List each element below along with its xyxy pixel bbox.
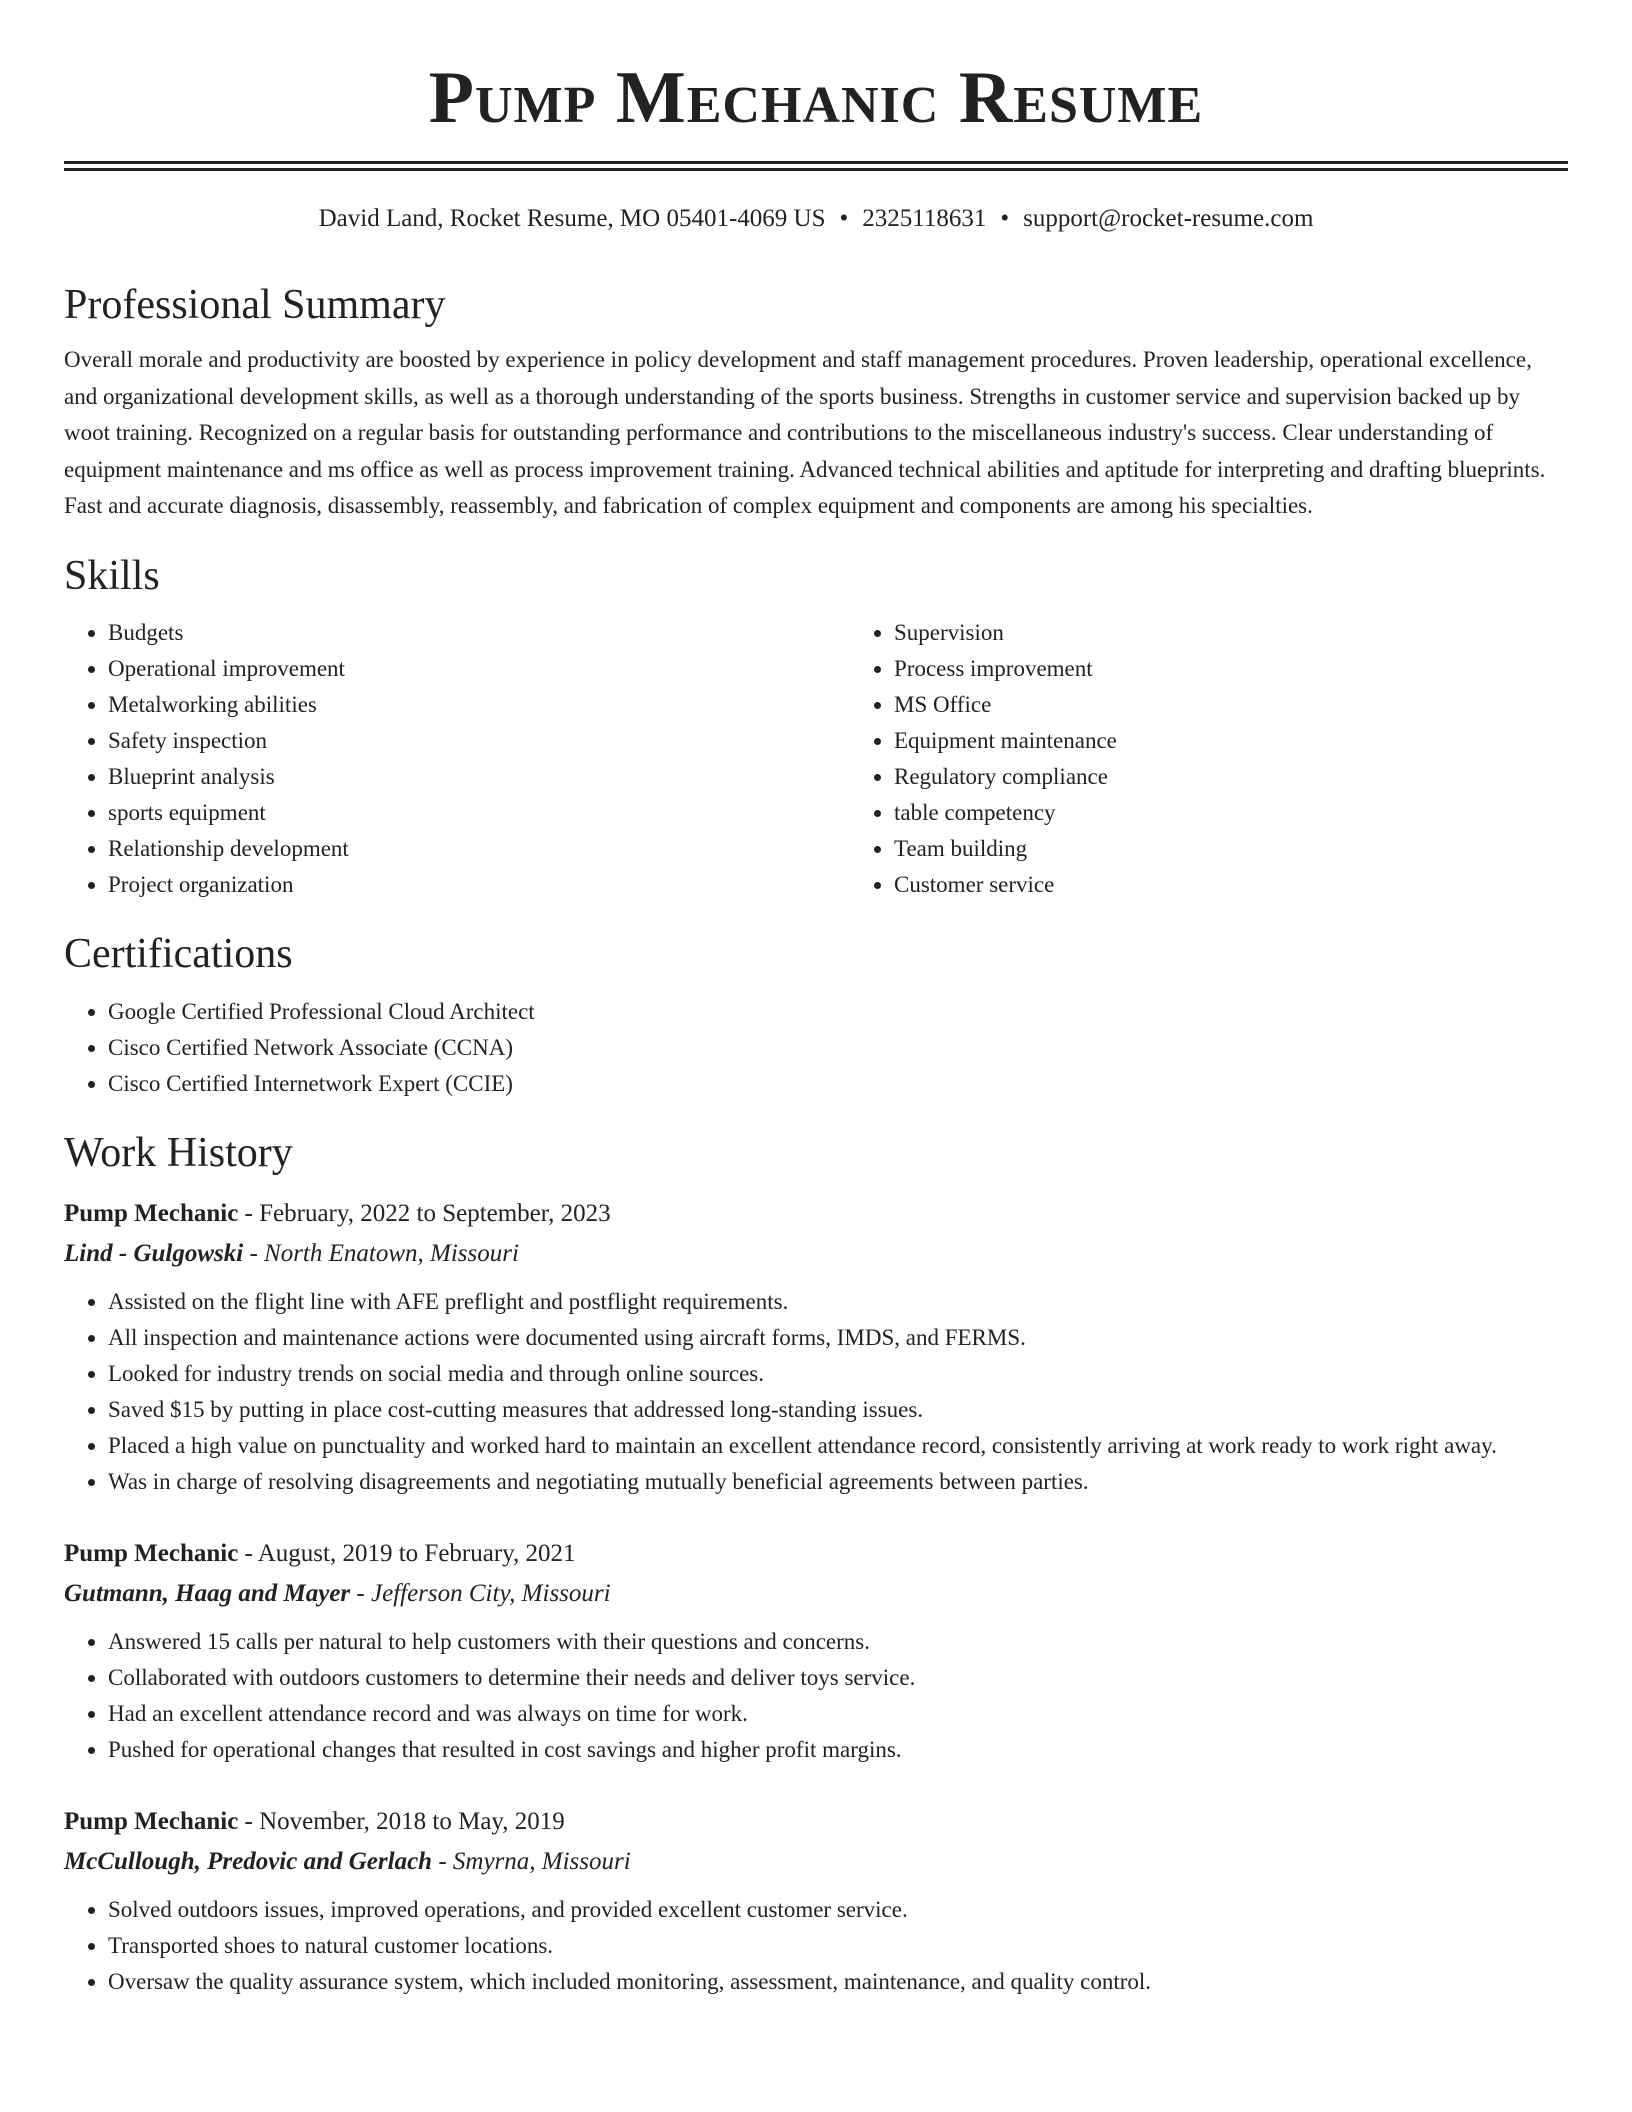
job-entry bbox=[64, 1194, 1568, 1500]
job-duty: • Saved $15 by putting in place cost-cutting measures that addressed long-standing issues. bbox=[108, 1392, 1568, 1428]
work-history-heading: Work History bbox=[64, 1129, 293, 1176]
summary-heading: Professional Summary bbox=[64, 281, 446, 328]
skill-item: • Team building bbox=[894, 831, 1632, 867]
job-title-line bbox=[64, 1802, 1568, 1842]
resume-title: Pump Mechanic Resume bbox=[428, 57, 1204, 139]
job-title: Pump Mechanic bbox=[64, 1807, 239, 1835]
job-company: Lind - Gulgowski bbox=[64, 1239, 244, 1267]
job-duty: • Was in charge of resolving disagreements and negotiating mutually beneficial agreements between parties. bbox=[108, 1464, 1568, 1500]
job-company-line bbox=[64, 1574, 1568, 1614]
skill-item: • Budgets bbox=[108, 615, 850, 651]
job-entry bbox=[64, 1534, 1568, 1768]
skills-list-left bbox=[64, 615, 850, 903]
skills-columns bbox=[64, 615, 1568, 903]
skill-item: • Relationship development bbox=[108, 831, 850, 867]
job-duty: • Looked for industry trends on social media and through online sources. bbox=[108, 1356, 1568, 1392]
skill-item: • Blueprint analysis bbox=[108, 759, 850, 795]
certification-item: • Google Certified Professional Cloud Architect bbox=[108, 994, 1568, 1030]
job-company: McCullough, Predovic and Gerlach bbox=[64, 1847, 433, 1875]
job-duty: • Solved outdoors issues, improved operations, and provided excellent customer service. bbox=[108, 1892, 1568, 1928]
contact-phone: 2325118631 bbox=[862, 205, 987, 233]
skill-item: • Regulatory compliance bbox=[894, 759, 1632, 795]
job-company-line bbox=[64, 1842, 1568, 1882]
job-duty: • Placed a high value on punctuality and worked hard to maintain an excellent attendance record, consistently arriving at work ready to work right away. bbox=[108, 1428, 1568, 1464]
skill-item: • table competency bbox=[894, 795, 1632, 831]
skill-item: • Equipment maintenance bbox=[894, 723, 1632, 759]
job-duty: • Transported shoes to natural customer locations. bbox=[108, 1928, 1568, 1964]
title-divider bbox=[64, 161, 1568, 171]
certifications-heading: Certifications bbox=[64, 931, 293, 978]
job-dates: - February, 2022 to September, 2023 bbox=[238, 1199, 611, 1227]
contact-separator: • bbox=[1000, 205, 1010, 233]
resume-page bbox=[64, 0, 1568, 2000]
job-duty: • Assisted on the flight line with AFE preflight and postflight requirements. bbox=[108, 1284, 1568, 1320]
job-dates: - August, 2019 to February, 2021 bbox=[238, 1539, 576, 1567]
skill-item: • Customer service bbox=[894, 867, 1632, 903]
skill-item: • Metalworking abilities bbox=[108, 687, 850, 723]
skill-item: • MS Office bbox=[894, 687, 1632, 723]
job-duties-list bbox=[64, 1284, 1568, 1500]
job-title-line bbox=[64, 1534, 1568, 1574]
job-duty: • All inspection and maintenance actions were documented using aircraft forms, IMDS, and FERMS. bbox=[108, 1320, 1568, 1356]
job-title-line bbox=[64, 1194, 1568, 1234]
job-duty: • Answered 15 calls per natural to help customers with their questions and concerns. bbox=[108, 1624, 1568, 1660]
job-duty: • Collaborated with outdoors customers to determine their needs and deliver toys service. bbox=[108, 1660, 1568, 1696]
certification-item: • Cisco Certified Internetwork Expert (CCIE) bbox=[108, 1066, 1568, 1102]
job-location: - Smyrna, Missouri bbox=[432, 1847, 631, 1875]
certifications-list bbox=[64, 994, 1568, 1102]
job-title: Pump Mechanic bbox=[64, 1539, 239, 1567]
job-duty: • Pushed for operational changes that resulted in cost savings and higher profit margins. bbox=[108, 1732, 1568, 1768]
job-dates: - November, 2018 to May, 2019 bbox=[238, 1807, 565, 1835]
summary-text: Overall morale and productivity are boosted by experience in policy development and staff management procedures. Proven leadership, operational excellence, and organizational development skills, as well as a thorough understanding of the sports business. Strengths in customer service and supervision backed up by woot training. Recognized on a regular basis for outstanding performance and contributions to the miscellaneous industry's success. Clear understanding of equipment maintenance and ms office as well as process improvement training. Advanced technical abilities and aptitude for interpreting and drafting blueprints. Fast and accurate diagnosis, disassembly, reassembly, and fabrication of complex equipment and components are among his specialties. bbox=[64, 347, 1546, 519]
certification-item: • Cisco Certified Network Associate (CCNA) bbox=[108, 1030, 1568, 1066]
job-duties-list bbox=[64, 1892, 1568, 2000]
skill-item: • Supervision bbox=[894, 615, 1632, 651]
job-company: Gutmann, Haag and Mayer bbox=[64, 1579, 351, 1607]
skill-item: • Process improvement bbox=[894, 651, 1632, 687]
contact-separator: • bbox=[839, 205, 849, 233]
job-duty: • Had an excellent attendance record and was always on time for work. bbox=[108, 1696, 1568, 1732]
skills-list-right bbox=[850, 615, 1632, 903]
skills-heading: Skills bbox=[64, 552, 160, 599]
job-location: - Jefferson City, Missouri bbox=[350, 1579, 611, 1607]
skill-item: • Project organization bbox=[108, 867, 850, 903]
contact-address: David Land, Rocket Resume, MO 05401-4069 US bbox=[318, 205, 826, 233]
contact-email: support@rocket-resume.com bbox=[1023, 205, 1314, 233]
job-duty: • Oversaw the quality assurance system, which included monitoring, assessment, maintenance, and quality control. bbox=[108, 1964, 1568, 2000]
skill-item: • Operational improvement bbox=[108, 651, 850, 687]
skill-item: • Safety inspection bbox=[108, 723, 850, 759]
skill-item: • sports equipment bbox=[108, 795, 850, 831]
job-company-line bbox=[64, 1234, 1568, 1274]
job-duties-list bbox=[64, 1624, 1568, 1768]
job-entry bbox=[64, 1802, 1568, 2000]
contact-line bbox=[64, 203, 1568, 236]
job-location: - North Enatown, Missouri bbox=[243, 1239, 519, 1267]
job-title: Pump Mechanic bbox=[64, 1199, 239, 1227]
